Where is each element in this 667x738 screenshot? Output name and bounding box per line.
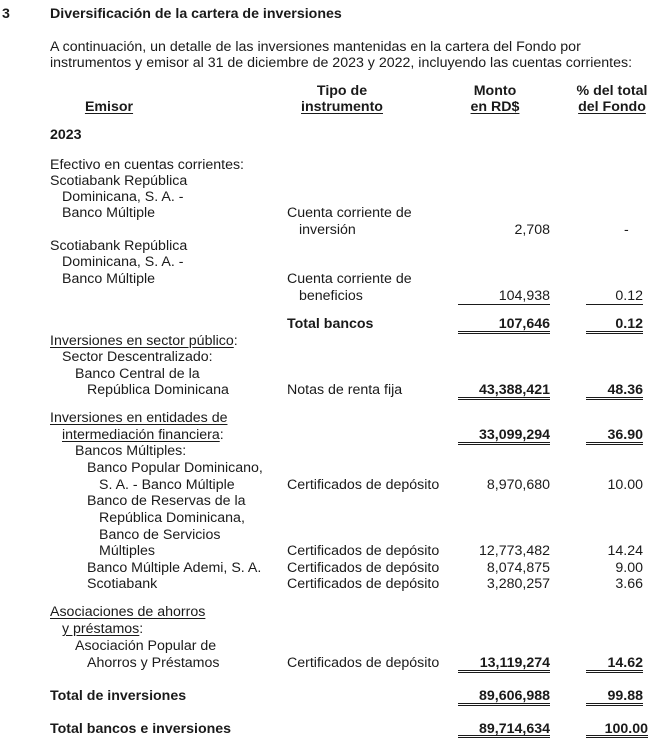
bank2-line3: Banco Múltiple — [62, 271, 156, 287]
publico-heading: Inversiones en sector público: — [50, 333, 238, 349]
asociaciones-issuer-line2: Ahorros y Préstamos — [87, 655, 220, 671]
total-inversiones-monto: 89,606,988 — [458, 688, 550, 706]
bank2-line1: Scotiabank República — [50, 238, 188, 254]
asociaciones-heading-line1: Asociaciones de ahorros — [50, 604, 206, 620]
reservas-line3: Banco de Servicios — [99, 527, 221, 543]
bank2-monto: 104,938 — [458, 288, 550, 305]
efectivo-heading: Efectivo en cuentas corrientes: — [50, 157, 244, 173]
publico-sub: Sector Descentralizado: — [62, 349, 213, 365]
bank1-line1: Scotiabank República — [50, 173, 188, 189]
reservas-line2: República Dominicana, — [99, 510, 245, 526]
bank2-pct: 0.12 — [586, 288, 643, 305]
header-pct — [567, 83, 657, 115]
publico-issuer-line1: Banco Central de la — [75, 366, 200, 382]
intermediacion-heading-line2: intermediación financiera: — [62, 427, 224, 443]
bank1-line3: Banco Múltiple — [62, 205, 156, 221]
intro-line-1: A continuación, un detalle de las inversiones mantenidas en la cartera del Fondo por — [50, 39, 581, 55]
bank2-tipo-line2: beneficios — [299, 288, 363, 304]
total-general-label: Total bancos e inversiones — [50, 721, 232, 737]
publico-monto: 43,388,421 — [458, 382, 550, 400]
year-label: 2023 — [50, 127, 82, 143]
header-pct-line1: % del total — [576, 83, 648, 99]
scotia-tipo: Certificados de depósito — [287, 576, 440, 592]
total-inversiones-pct: 99.88 — [586, 688, 643, 706]
popular-line2: S. A. - Banco Múltiple — [99, 477, 235, 493]
popular-tipo: Certificados de depósito — [287, 477, 440, 493]
bank1-monto: 2,708 — [514, 222, 550, 238]
scotia-pct: 3.66 — [615, 576, 643, 592]
ademi-monto: 8,074,875 — [486, 560, 550, 576]
publico-tipo: Notas de renta fija — [287, 382, 403, 398]
section-title: Diversificación de la cartera de inversiones — [50, 6, 342, 22]
intro-line-2: instrumentos y emisor al 31 de diciembre de 2023 y 2022, incluyendo las cuentas corrientes: — [50, 55, 633, 71]
bank2-tipo-line1: Cuenta corriente de — [287, 271, 412, 287]
popular-pct: 10.00 — [607, 477, 643, 493]
total-bancos-pct: 0.12 — [586, 316, 643, 334]
reservas-line1: Banco de Reservas de la — [87, 493, 246, 509]
reservas-line4: Múltiples — [99, 543, 155, 559]
reservas-tipo: Certificados de depósito — [287, 543, 440, 559]
bank1-tipo-line2: inversión — [299, 222, 356, 238]
header-tipo-line2: instrumento — [301, 99, 383, 115]
intermediacion-heading-line1: Inversiones en entidades de — [50, 410, 228, 426]
total-bancos-label: Total bancos — [287, 316, 374, 332]
popular-line1: Banco Popular Dominicano, — [87, 460, 263, 476]
intermediacion-monto: 33,099,294 — [458, 427, 550, 445]
header-monto-line1: Monto — [473, 83, 517, 99]
total-bancos-monto: 107,646 — [458, 316, 550, 334]
header-monto — [455, 83, 535, 115]
header-tipo-line1: Tipo de — [316, 83, 368, 99]
section-number: 3 — [2, 6, 10, 22]
header-emisor: Emisor — [84, 99, 134, 115]
publico-pct: 48.36 — [586, 382, 643, 400]
asociaciones-tipo: Certificados de depósito — [287, 655, 440, 671]
bank1-tipo-line1: Cuenta corriente de — [287, 205, 412, 221]
header-monto-line2: en RD$ — [470, 99, 520, 115]
intermediacion-pct: 36.90 — [586, 427, 643, 445]
bank2-line2: Dominicana, S. A. - — [62, 254, 184, 270]
total-inversiones-label: Total de inversiones — [50, 688, 187, 704]
asociaciones-monto: 13,119,274 — [458, 655, 550, 673]
scotia-monto: 3,280,257 — [486, 576, 550, 592]
header-pct-line2: del Fondo — [578, 99, 646, 115]
bank1-pct: - — [624, 222, 629, 238]
popular-monto: 8,970,680 — [486, 477, 550, 493]
bancos-multiples-sub: Bancos Múltiples: — [75, 443, 187, 459]
ademi-issuer: Banco Múltiple Ademi, S. A. — [87, 560, 262, 576]
reservas-pct: 14.24 — [607, 543, 643, 559]
asociaciones-pct: 14.62 — [586, 655, 643, 673]
ademi-tipo: Certificados de depósito — [287, 560, 440, 576]
total-general-pct: 100.00 — [586, 721, 648, 738]
reservas-monto: 12,773,482 — [478, 543, 550, 559]
header-tipo — [282, 83, 402, 115]
asociaciones-issuer-line1: Asociación Popular de — [75, 638, 217, 654]
asociaciones-heading-line2: y préstamos: — [62, 621, 144, 637]
total-general-monto: 89,714,634 — [458, 721, 550, 738]
ademi-pct: 9.00 — [615, 560, 643, 576]
publico-issuer-line2: República Dominicana — [87, 382, 229, 398]
scotia-issuer: Scotiabank — [87, 576, 158, 592]
bank1-line2: Dominicana, S. A. - — [62, 189, 184, 205]
